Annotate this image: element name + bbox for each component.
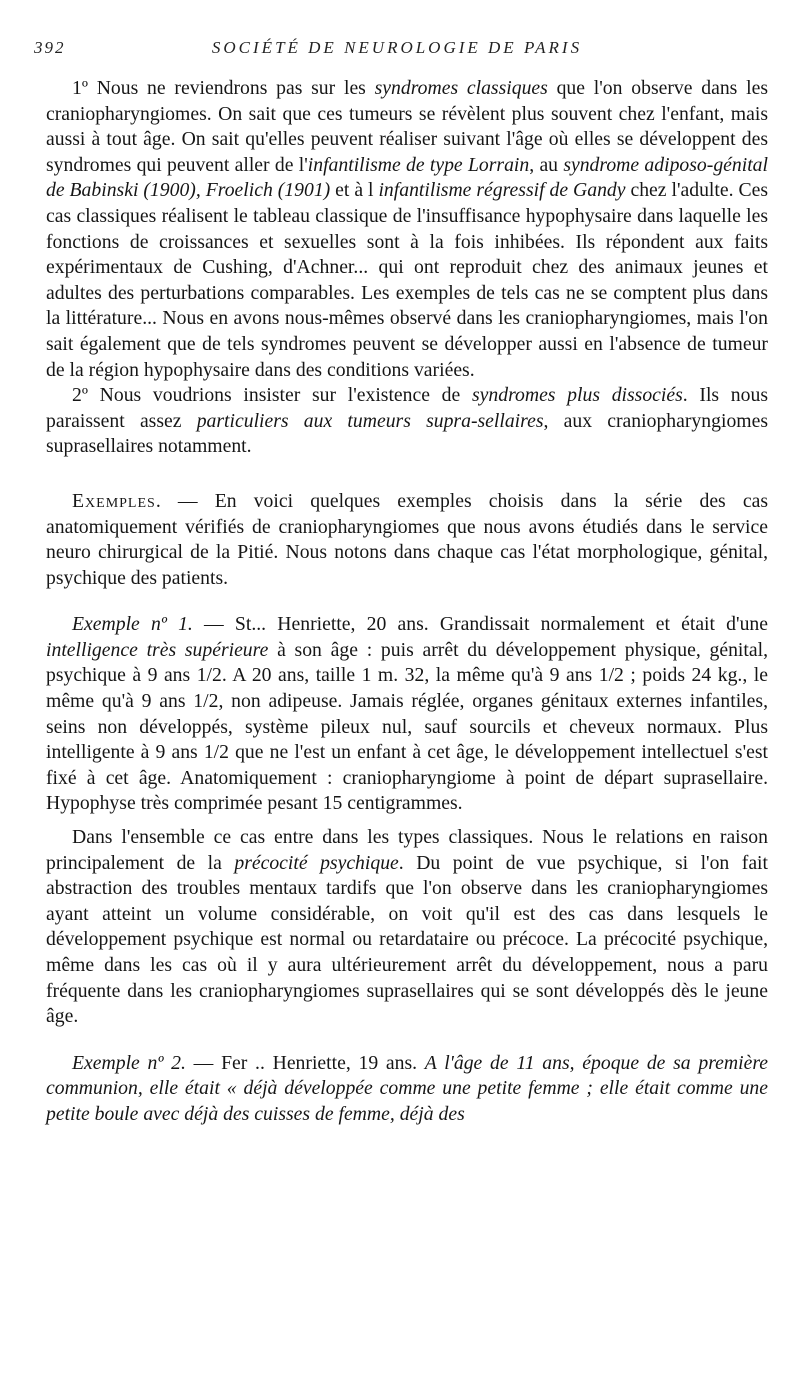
paragraph-classic-syndromes: 1º Nous ne reviendrons pas sur les syndromes classiques que l'on observe dans les craniopharyngiomes. On sait que ces tumeurs se révèlent plus souvent chez l'enfant, mais aussi à tout âge. On sait qu'elles peuvent réaliser suivant l'âge où elles se développent des syndromes qui peuvent aller de l'infantilisme de type Lorrain, au syndrome adiposo-génital de Babinski (1900), Froelich (1901) et à l infantilisme régressif de Gandy chez l'adulte. Ces cas classiques réalisent le tableau classique de l'insuffisance hypophysaire dans laquelle les fonctions de croissances et sexuelles sont à la fois inhibées. Ils répondent aux faits expérimentaux de Cushing, d'Achner... qui ont reproduit chez des animaux jeunes et adultes des perturbations comparables. Les exemples de tels cas ne se comptent plus dans la littérature... Nous en avons nous-mêmes observé dans les craniopharyngiomes, mais l'on sait également que de tels syndromes peuvent se développer aussi en l'absence de tumeur de la région hypophysaire dans des conditions variées.: [46, 77, 768, 381]
page-number: 392: [34, 38, 66, 57]
paragraph-discussion: Dans l'ensemble ce cas entre dans les types classiques. Nous le relations en raison principalement de la précocité psychique. Du point de vue psychique, si l'on fait abstraction des troubles mentaux tardifs que l'on observe dans les craniopharyngiomes ayant atteint un volume considérable, on voit qu'il est des cas dans lesquels le développement psychique est normal ou retardataire ou précoce. La précocité psychique, même dans les cas où il y aura ultérieurement arrêt du développement, nous a paru fréquente dans les craniopharyngiomes suprasellaires qui se sont développés dès le jeune âge.: [46, 826, 768, 1028]
paragraph-examples-intro: Exemples. — En voici quelques exemples choisis dans la série des cas anatomiquement vérifiés de craniopharyngiomes que nous avons étudiés dans le service neuro chirurgical de la Pitié. Nous notons dans chaque cas l'état morphologique, génital, psychique des patients.: [46, 489, 768, 589]
running-title: SOCIÉTÉ DE NEUROLOGIE DE PARIS: [211, 38, 583, 57]
example-1-heading: Exemple nº 1.: [72, 613, 193, 636]
paragraph-example-1: Exemple nº 1. — St... Henriette, 20 ans. Grandissait normalement et était d'une intelligence très supérieure à son âge : puis arrêt du développement physique, génital, psychique à 9 ans 1/2. A 20 ans, taille 1 m. 32, la même qu'à 9 ans 1/2 ; poids 24 kg., le même qu'à 9 ans 1/2, non adipeuse. Jamais réglée, organes génitaux externes infantiles, seins non développés, système pileux nul, sauf sourcils et cheveux normaux. Plus intelligente à 9 ans 1/2 que ne l'est un enfant à cet âge, le développement intellectuel s'est fixé à cet âge. Anatomiquement : craniopharyngiome à point de départ suprasellaire. Hypophyse très comprimée pesant 15 centigrammes.: [46, 613, 768, 815]
paragraph-dissociated-syndromes: 2º Nous voudrions insister sur l'existence de syndromes plus dissociés. Ils nous paraissent assez particuliers aux tumeurs supra-sellaires, aux craniopharyngiomes suprasellaires notamment.: [46, 384, 768, 458]
example-2-heading: Exemple nº 2.: [72, 1051, 186, 1074]
examples-heading: Exemples: [72, 489, 156, 512]
page-body: [46, 76, 768, 1128]
running-header: [34, 38, 760, 58]
paragraph-example-2: Exemple nº 2. — Fer .. Henriette, 19 ans. A l'âge de 11 ans, époque de sa première communion, elle était « déjà développée comme une petite femme ; elle était comme une petite boule avec déjà des cuisses de femme, déjà des: [46, 1051, 768, 1125]
